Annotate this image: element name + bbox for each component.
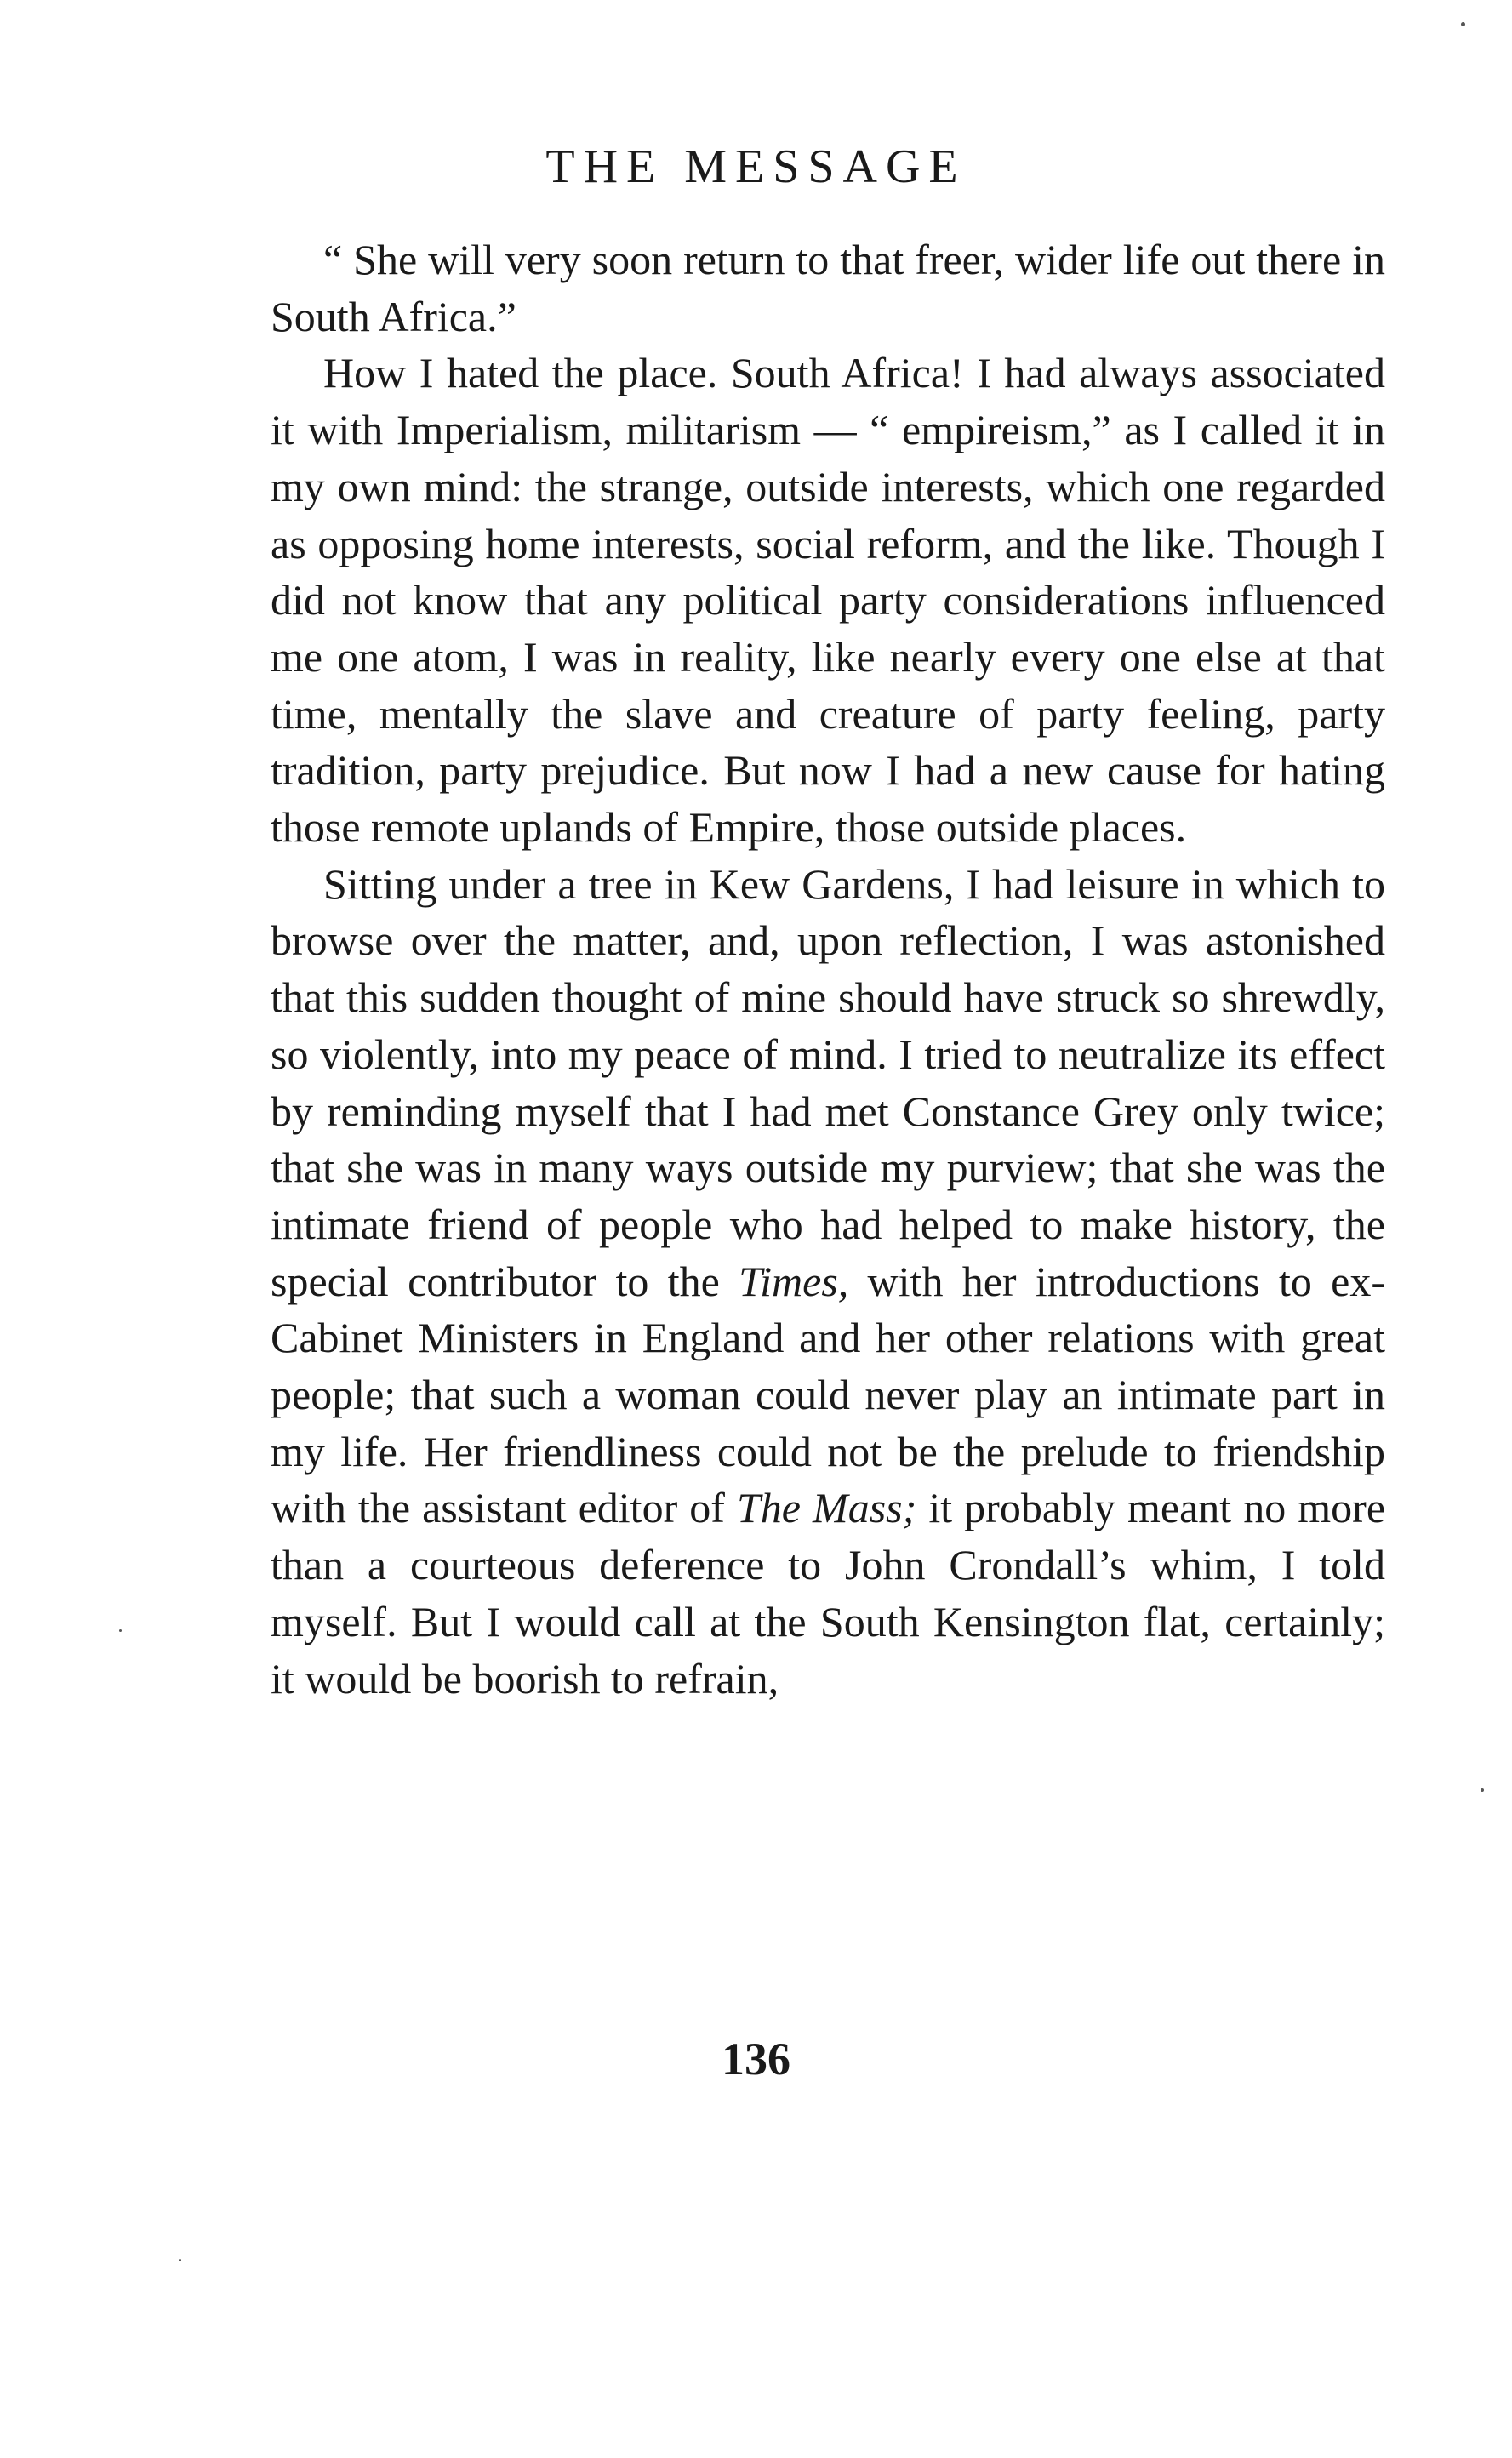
paragraph-3-text-a: Sitting under a tree in Kew Gardens, I had leisure in which to browse over the matter, and, upon reflection, I was astonished that this sudden thought of mine should have struck so shrewdly, so violently, into my peace of mind. I tried to neutralize its effect by reminding myself that I had met Constance Grey only twice; that she was in many ways outside my purview; that she was the intimate friend of people who had helped to make history, the special contributor to the [271,859,1385,1305]
italic-times: Times, [739,1257,849,1305]
page-number: 136 [722,2033,790,2084]
paragraph-2: How I hated the place. South Africa! I had always associated it with Imperialism, militarism — “ empireism,” as I called it in my own mind: the strange, outside interests, which one regarded as opposing home interests, social reform, and the like. Though I did not know that any political party considerations influenced me one atom, I was in reality, like nearly every one else at that time, mentally the slave and creature of party feeling, party tradition, party prejudice. But now I had a new cause for hating those remote uplands of Empire, those outside places. [271,349,1385,852]
scan-speck [119,1629,122,1632]
running-head: THE MESSAGE [545,140,967,193]
body-text [271,231,1385,1707]
paragraph-3 [271,856,1385,1708]
scan-speck [1481,1788,1484,1792]
scan-speck [179,2259,181,2261]
scan-speck [1461,22,1465,26]
paragraph-1: “ She will very soon return to that freer, wider life out there in South Africa.” [271,236,1385,340]
paragraph-3-text-c: it probably meant no more than a courteous deference to John Crondall’s whim, I told myself. But I would call at the South Kensington flat, certainly; it would be boorish to refrain, [271,1484,1386,1702]
italic-the-mass: The Mass; [737,1484,917,1532]
paragraph-3-text-b: with her introductions to ex-Cabinet Ministers in England and her other relations with great people; that such a woman could never play an intimate part in my life. Her friendliness could not be the prelude to friendship with the assistant editor of [271,1257,1385,1532]
